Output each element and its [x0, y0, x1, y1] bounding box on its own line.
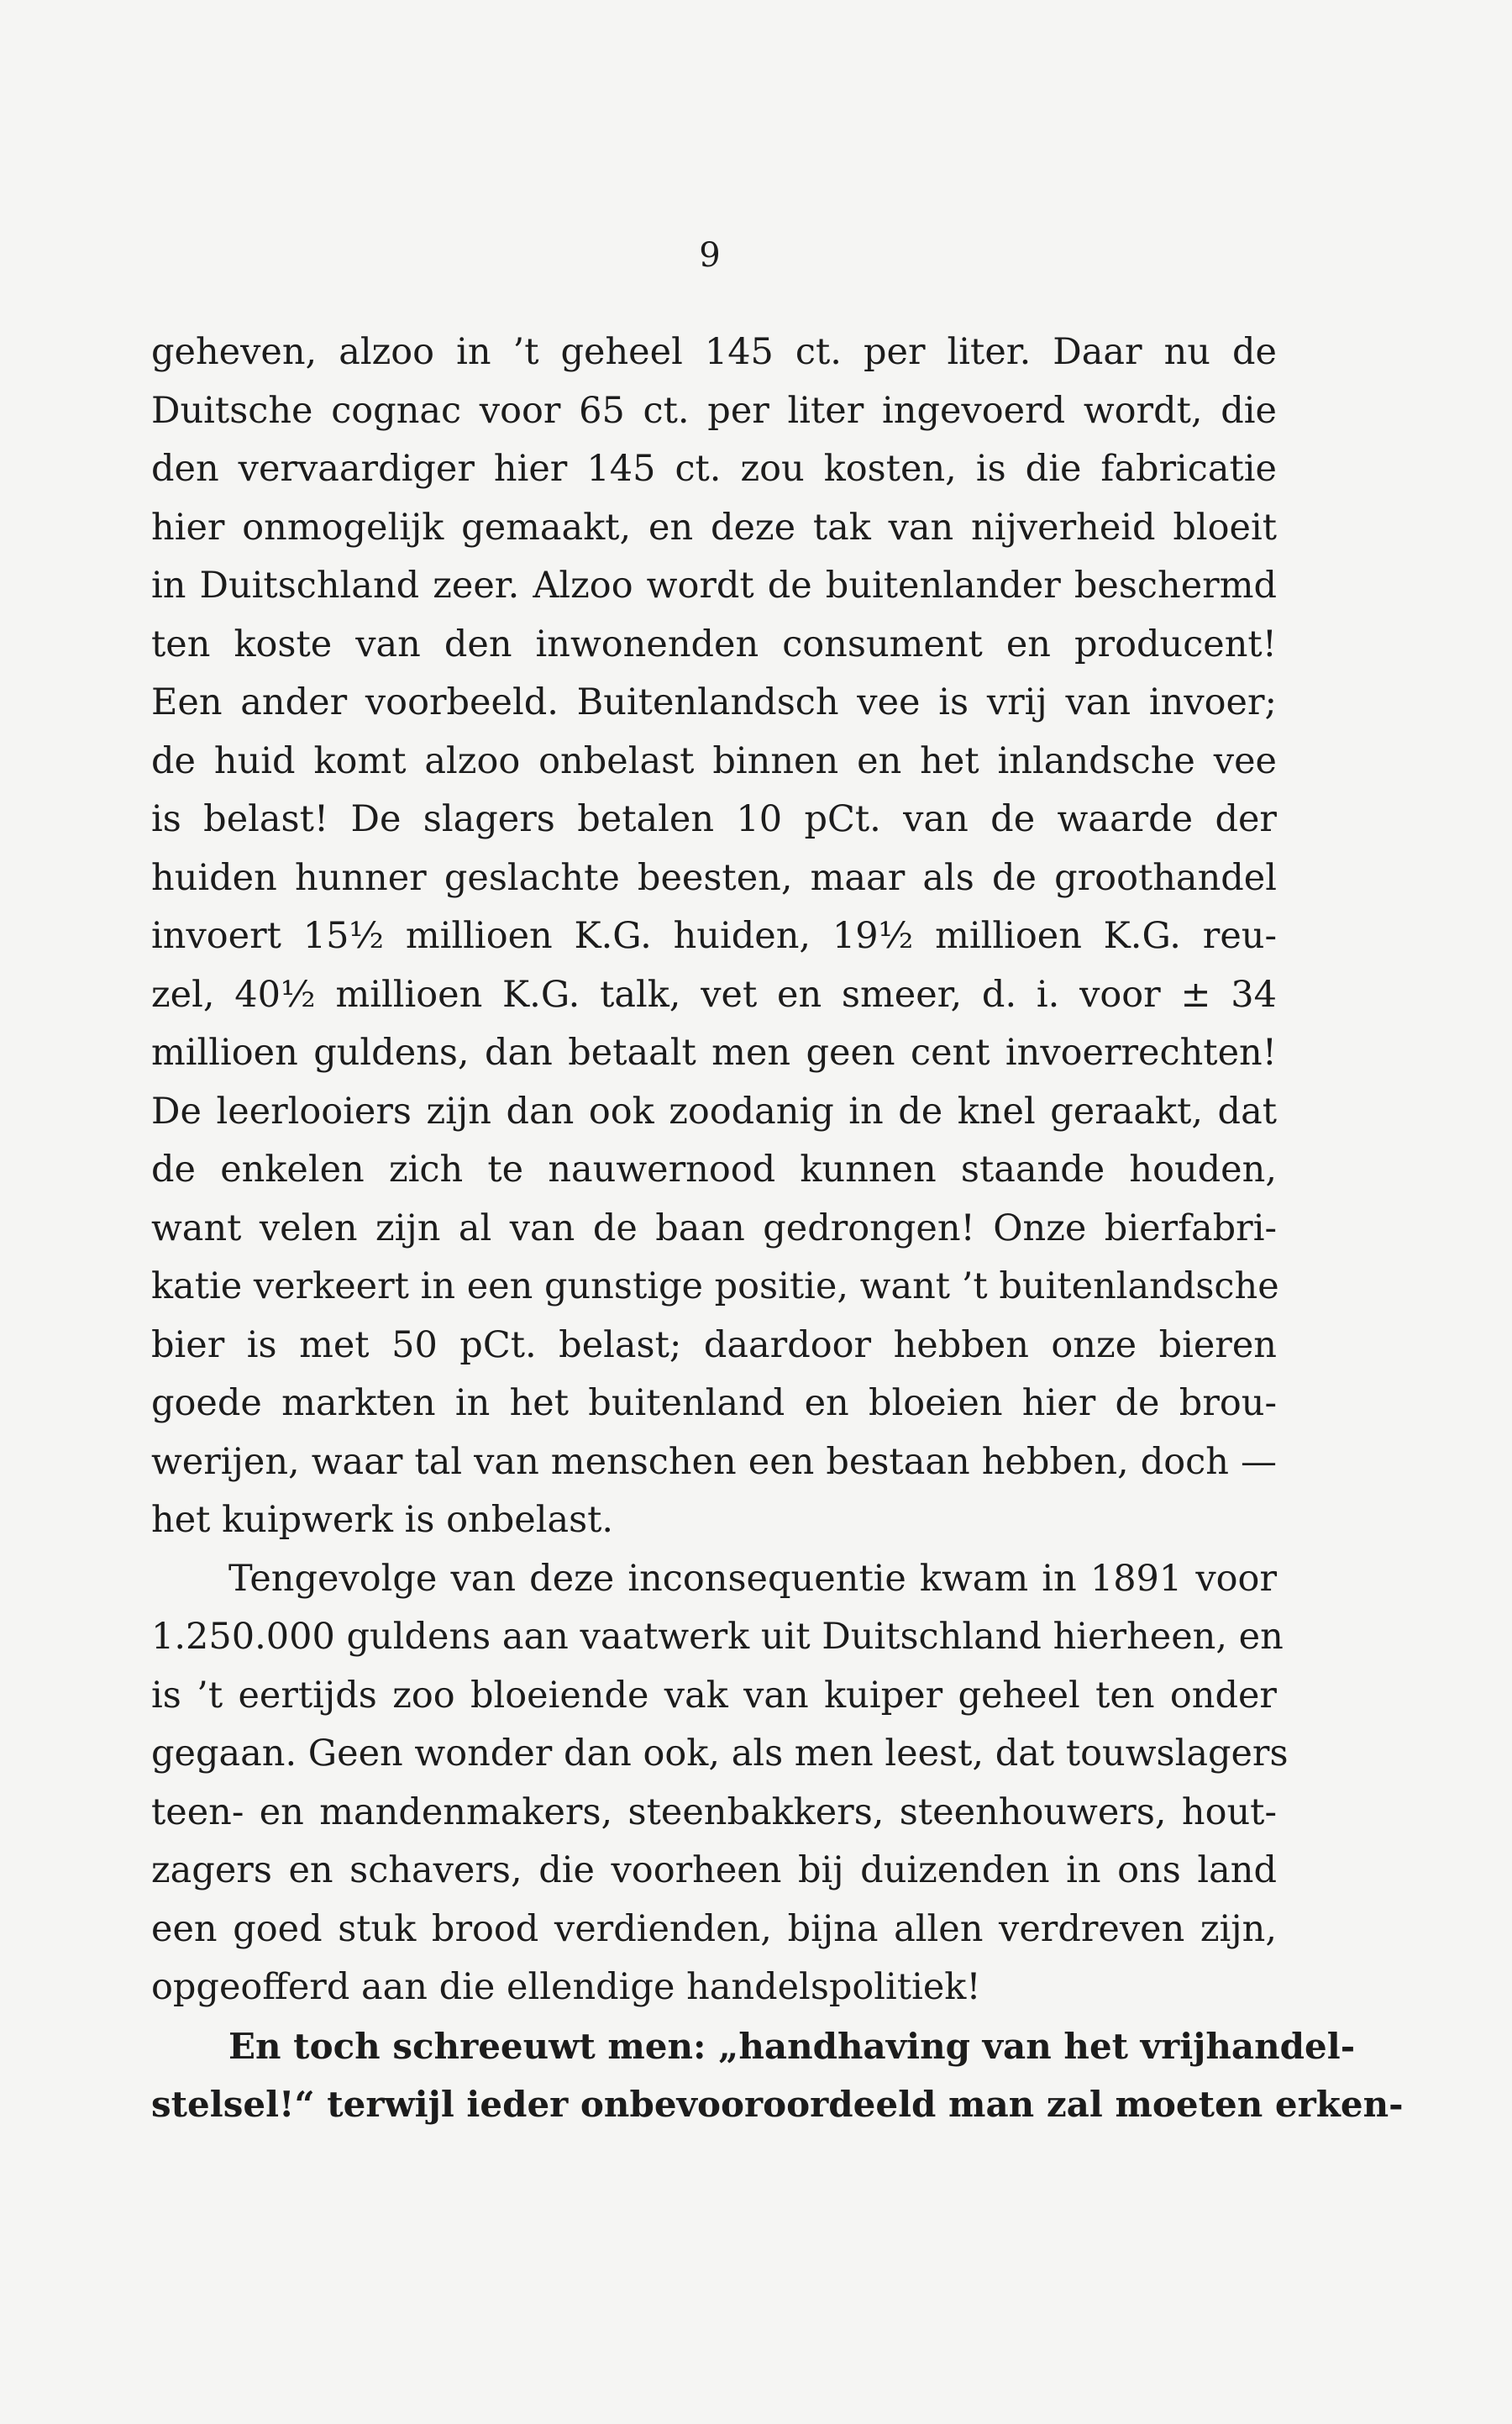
text-line: katie verkeert in een gunstige positie, want ’t buitenlandsche	[151, 1265, 1279, 1307]
text-line: de enkelen zich te nauwernood kunnen staande houden,	[151, 1149, 1277, 1191]
text-line: werijen, waar tal van menschen een bestaan hebben, doch —	[151, 1440, 1277, 1483]
text-line: is ’t eertijds zoo bloeiende vak van kuiper geheel ten onder	[151, 1674, 1277, 1717]
text-line: Een ander voorbeeld. Buitenlandsch vee is vrij van invoer;	[151, 681, 1277, 723]
text-line: in Duitschland zeer. Alzoo wordt de buitenlander beschermd	[151, 565, 1277, 607]
text-line: het kuipwerk is onbelast.	[151, 1499, 614, 1541]
text-line: een goed stuk brood verdienden, bijna allen verdreven zijn,	[151, 1907, 1277, 1950]
text-line: hier onmogelijk gemaakt, en deze tak van nijverheid bloeit	[151, 506, 1277, 549]
text-line: stelsel!“ terwijl ieder onbevooroordeeld man zal moeten erken-	[151, 2084, 1404, 2125]
text-line: zagers en schavers, die voorheen bij duizenden in ons land	[151, 1849, 1277, 1891]
text-line: zel, 40½ millioen K.G. talk, vet en smeer, d. i. voor ± 34	[151, 973, 1277, 1016]
text-line: teen- en mandenmakers, steenbakkers, steenhouwers, hout-	[151, 1790, 1277, 1833]
text-line: bier is met 50 pCt. belast; daardoor hebben onze bieren	[151, 1323, 1277, 1366]
text-line: millioen guldens, dan betaalt men geen cent invoerrechten!	[151, 1032, 1277, 1074]
text-line: is belast! De slagers betalen 10 pCt. van de waarde der	[151, 798, 1277, 840]
text-line: geheven, alzoo in ’t geheel 145 ct. per liter. Daar nu de	[151, 331, 1277, 373]
text-line: gegaan. Geen wonder dan ook, als men leest, dat touwslagers	[151, 1733, 1289, 1775]
text-line: Duitsche cognac voor 65 ct. per liter ingevoerd wordt, die	[151, 389, 1277, 432]
page-number: 9	[699, 236, 721, 275]
text-line: den vervaardiger hier 145 ct. zou kosten, is die fabricatie	[151, 448, 1277, 490]
text-line: Tengevolge van deze inconsequentie kwam in 1891 voor	[228, 1557, 1277, 1600]
text-line: huiden hunner geslachte beesten, maar als de groothandel	[151, 856, 1277, 899]
text-line: 1.250.000 guldens aan vaatwerk uit Duitschland hierheen, en	[151, 1616, 1284, 1658]
text-line: opgeofferd aan die ellendige handelspolitiek!	[151, 1966, 981, 2008]
text-line: De leerlooiers zijn dan ook zoodanig in de knel geraakt, dat	[151, 1090, 1277, 1133]
text-line: goede markten in het buitenland en bloeien hier de brou-	[151, 1382, 1277, 1424]
text-line: invoert 15½ millioen K.G. huiden, 19½ millioen K.G. reu-	[151, 915, 1277, 957]
body-text	[151, 323, 1404, 2134]
text-line: de huid komt alzoo onbelast binnen en het inlandsche vee	[151, 739, 1277, 782]
text-line: En toch schreeuwt men: „handhaving van het vrijhandel-	[228, 2025, 1356, 2067]
text-line: ten koste van den inwonenden consument en producent!	[151, 623, 1277, 665]
text-line: want velen zijn al van de baan gedrongen! Onze bierfabri-	[151, 1207, 1277, 1249]
